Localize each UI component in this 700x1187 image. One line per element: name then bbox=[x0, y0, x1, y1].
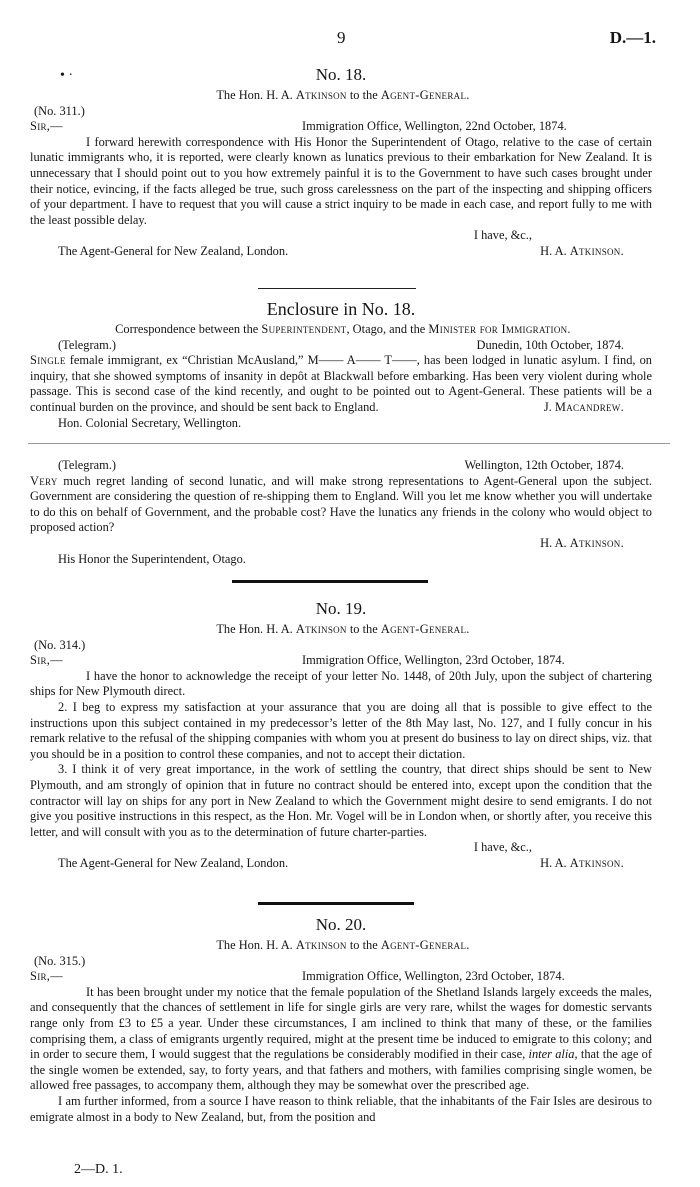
letter-no-18 bbox=[30, 64, 652, 260]
letter-paragraph-2: I am further informed, from a source I have reason to think reliable, that the inhabitants of the Fair Isles are desirous to emigrate almost in a body to New Zealand, but, from the position and bbox=[30, 1093, 652, 1124]
telegram-text: much regret landing of second lunatic, and will make strong representations to Agent-General upon the subject. Government are considering the question of re-shipping them to England. Will you let me know whether you will undertake to do this on behalf of Government, and the probable cost? Have the lunatics any friends in the colony who would object to proposed action? bbox=[30, 473, 652, 535]
signer-name: Atkinson. bbox=[569, 855, 624, 870]
paragraph-text: that the age of the single women be extended, say, to forty years, and that fathers and mothers, with families comprising single women, be allowed free passages, to accompany them, although they may be somewhat over the prescribed age. bbox=[30, 1047, 652, 1093]
signer-name: Atkinson. bbox=[569, 243, 624, 258]
paragraph-text: It has been brought under my notice that the female population of the Shetland Islands largely exceeds the males, and consequently that the chances of settlement in life for single girls are very rare, whilst the wages for domestic servants range only from £3 to £5 a year. Under these circumstances, I am inclined to think that many of these, or the families comprising them, a class of emigrants urgently required, might at the present time be induced to emigrate to this colony; and in order to secure them, I would suggest that the regulations be considerably modified in their case, bbox=[30, 984, 652, 1062]
signer-name: Atkinson. bbox=[569, 535, 624, 550]
telegram-lead-word: Single bbox=[30, 353, 66, 368]
letter-paragraph-3: 3. I think it of very great importance, in the work of settling the country, that direct ships should be sent to New Plymouth, and am strongly of opinion that in future no contract should be entered into, except upon the condition that the contractor will lay on ships for any port in New Zealand to which the Government might desire to send emigrants. I do not give you positive instructions in this respect, as the Hon. Mr. Vogel will be in London when, or shortly after, you receive this letter, and will consult with you as to the determination of future charter-parties. bbox=[30, 762, 652, 839]
telegram-signer bbox=[30, 536, 652, 552]
section-divider bbox=[258, 902, 414, 905]
route-to-word: to the bbox=[349, 622, 378, 636]
telegram-addressee: His Honor the Superintendent, Otago. bbox=[58, 551, 246, 566]
subtitle-minister: Minister for Immigration. bbox=[428, 322, 571, 336]
telegram-addressee: Hon. Colonial Secretary, Wellington. bbox=[58, 415, 242, 430]
letter-title: No. 19. bbox=[315, 599, 367, 618]
enclosure-telegram-2 bbox=[30, 458, 652, 567]
closing: I have, &c., bbox=[473, 228, 532, 243]
addressee: The Agent-General for New Zealand, London. bbox=[58, 855, 289, 870]
page-header bbox=[0, 30, 700, 54]
subtitle-part: , Otago, and the bbox=[346, 322, 426, 336]
route-from: The Hon. H. A. bbox=[216, 88, 293, 102]
section-divider bbox=[232, 580, 428, 583]
place-date: Immigration Office, Wellington, 22nd October, 1874. bbox=[302, 119, 567, 134]
letter-paragraph-2: 2. I beg to express my satisfaction at your assurance that you are doing all that is possible to give effect to the instructions upon this subject contained in my predecessor’s letter of the 8th May last, No. 127, and I fully concur in his remark relative to the refusal of the shipping companies with whom you at present do business to lay on direct ships, viz. that you should be in a position to control these companies, and not to accept their dictation. bbox=[30, 699, 652, 761]
telegram-body bbox=[30, 474, 652, 536]
route-to-word: to the bbox=[349, 938, 378, 952]
signer-initials: H. A. bbox=[540, 855, 567, 870]
telegram-header-row bbox=[30, 338, 652, 354]
signer-initials: H. A. bbox=[540, 243, 567, 258]
telegram-text: female immigrant, ex “Christian McAusland,” M—— A—— T——, has been lodged in lunatic asylum. I find, on inquiry, that she showed symptoms of insanity in depôt at Blackwall before embarking. Has been very violent during whole passage. This is second case of the kind recently, and ought to be pointed out to Agent-General. These patients will be a continual burden on the province, and should be sent back to England. bbox=[30, 353, 652, 414]
letter-no-20 bbox=[30, 914, 652, 1125]
letter-paragraph-1: I have the honor to acknowledge the receipt of your letter No. 1448, of 20th July, upon the subject of chartering ships for New Plymouth direct. bbox=[30, 668, 652, 699]
telegram-lead-word: Very bbox=[30, 473, 58, 488]
telegram-divider bbox=[28, 443, 670, 444]
letter-paragraph-1 bbox=[30, 985, 652, 1094]
signer-initials: H. A. bbox=[540, 535, 567, 550]
stray-mark: • · bbox=[60, 68, 74, 83]
letter-title: No. 20. bbox=[315, 915, 367, 934]
route-to-name: Agent-General. bbox=[380, 938, 470, 952]
document-reference: D.—1. bbox=[609, 28, 656, 47]
page-number: 9 bbox=[337, 28, 346, 47]
signature-row bbox=[30, 244, 652, 260]
addressee: The Agent-General for New Zealand, London. bbox=[58, 243, 289, 258]
salutation: Sir,— bbox=[30, 119, 63, 134]
enclosure-no-18 bbox=[30, 298, 652, 431]
letter-reference: (No. 311.) bbox=[34, 103, 85, 118]
telegram-signer bbox=[544, 400, 624, 416]
letter-reference: (No. 314.) bbox=[34, 637, 86, 652]
footer-signature-mark: 2—D. 1. bbox=[74, 1162, 123, 1177]
salutation: Sir,— bbox=[30, 653, 63, 668]
letter-no-19 bbox=[30, 598, 652, 872]
latin-phrase: inter alia, bbox=[528, 1047, 578, 1062]
route-from-name: Atkinson bbox=[295, 88, 347, 102]
section-divider bbox=[258, 288, 416, 289]
route-to-name: Agent-General. bbox=[380, 622, 470, 636]
signer bbox=[540, 244, 624, 260]
telegram-signer-row bbox=[30, 400, 652, 416]
letter-body: I forward herewith correspondence with His Honor the Superintendent of Otago, relative to the case of certain lunatic immigrants who, it is reported, were clearly known as lunatics previous to their embarkation for New Zealand. It is unnecessary that I should point out to you how extremely painful it is to the Government to have such cases brought under their notice, evincing, if the facts alleged be true, such gross carelessness on the part of the inspecting and shipping officers of your department. I have to request that you will cause a strict inquiry to be made in each case, and report fully to me with the least possible delay. bbox=[30, 134, 652, 227]
telegram-place-date: Wellington, 12th October, 1874. bbox=[464, 458, 624, 472]
route-from-name: Atkinson bbox=[295, 622, 347, 636]
subtitle-part: Correspondence between the bbox=[115, 322, 259, 336]
letter-reference-row bbox=[30, 954, 652, 970]
place-date: Immigration Office, Wellington, 23rd October, 1874. bbox=[302, 969, 565, 984]
signature-row bbox=[30, 856, 652, 872]
letter-route bbox=[34, 938, 652, 954]
place-date: Immigration Office, Wellington, 23rd October, 1874. bbox=[302, 653, 565, 668]
signer-initials: J. bbox=[543, 399, 552, 414]
letter-route bbox=[34, 88, 652, 104]
telegram-label: (Telegram.) bbox=[58, 337, 116, 352]
route-to-word: to the bbox=[349, 88, 378, 102]
enclosure-title: Enclosure in No. 18. bbox=[266, 299, 416, 319]
telegram-header-row bbox=[30, 458, 652, 474]
salutation-row bbox=[30, 969, 652, 985]
signer bbox=[540, 856, 624, 872]
route-from-name: Atkinson bbox=[295, 938, 347, 952]
letter-reference: (No. 315.) bbox=[34, 953, 86, 968]
route-from: The Hon. H. A. bbox=[216, 938, 293, 952]
salutation-row bbox=[30, 119, 652, 135]
route-from: The Hon. H. A. bbox=[216, 622, 293, 636]
telegram-place-date: Dunedin, 10th October, 1874. bbox=[476, 337, 624, 352]
letter-title: No. 18. bbox=[315, 65, 367, 84]
closing: I have, &c., bbox=[473, 840, 532, 855]
salutation: Sir,— bbox=[30, 969, 63, 984]
letter-reference-row bbox=[30, 104, 652, 120]
route-to-name: Agent-General. bbox=[380, 88, 470, 102]
telegram-label: (Telegram.) bbox=[58, 458, 116, 472]
enclosure-subtitle bbox=[34, 322, 652, 338]
signer-name: Macandrew. bbox=[554, 399, 624, 414]
subtitle-superintendent: Superintendent bbox=[261, 322, 347, 336]
letter-route bbox=[34, 622, 652, 638]
salutation-row bbox=[30, 653, 652, 669]
letter-reference-row bbox=[30, 638, 652, 654]
